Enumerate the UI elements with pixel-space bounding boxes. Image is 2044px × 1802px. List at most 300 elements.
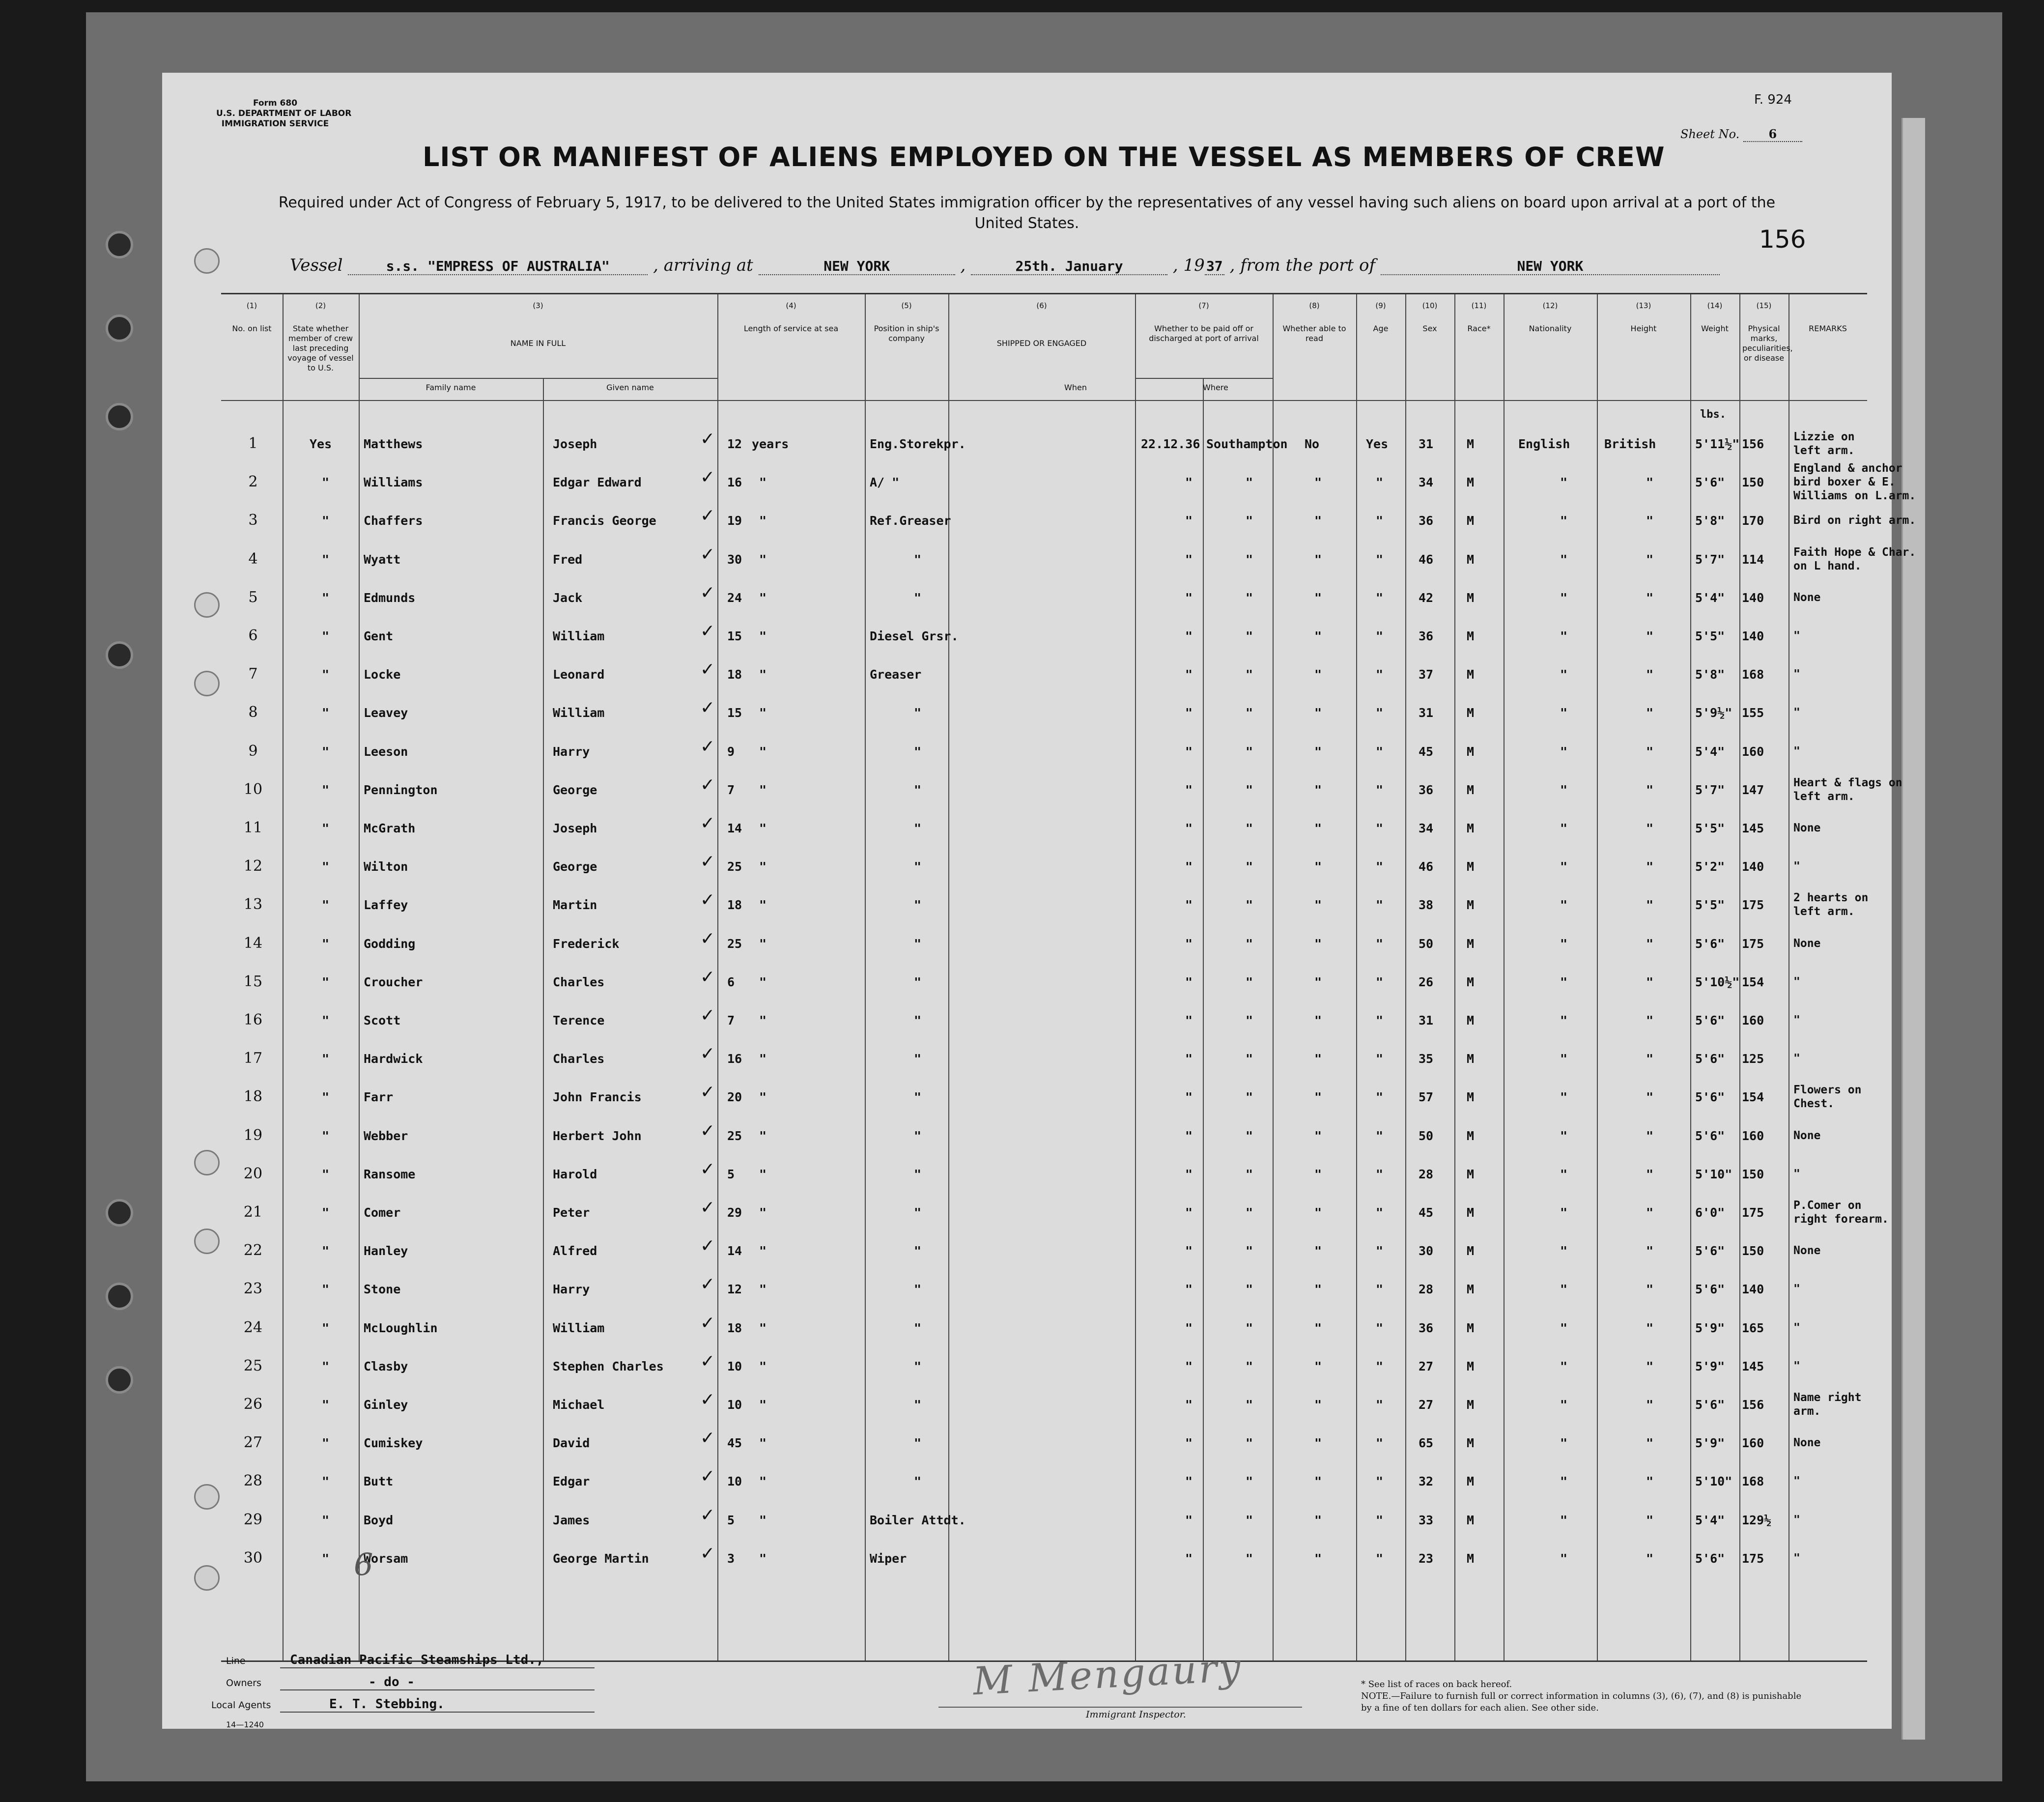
cell-prev: " bbox=[322, 706, 330, 720]
cell-nationality: " bbox=[1646, 629, 1654, 643]
cell-nationality: " bbox=[1646, 1513, 1654, 1527]
cell-service: 7 bbox=[727, 1013, 735, 1028]
cell-race: " bbox=[1560, 667, 1568, 682]
check-mark: ✓ bbox=[700, 659, 715, 680]
year-prefix: 19 bbox=[1183, 256, 1205, 275]
document-title: LIST OR MANIFEST OF ALIENS EMPLOYED ON THE VESSEL AS MEMBERS OF CREW bbox=[423, 142, 1665, 172]
column-number: (9) bbox=[1375, 301, 1386, 310]
sheet-number-value: 6 bbox=[1743, 127, 1802, 142]
cell-where: " bbox=[1246, 1359, 1253, 1373]
cell-family: Ginley bbox=[364, 1398, 408, 1412]
arriving-label: , arriving at bbox=[653, 256, 753, 275]
cell-nationality: " bbox=[1646, 782, 1654, 797]
header-subrule bbox=[359, 378, 717, 379]
check-mark: ✓ bbox=[700, 774, 715, 795]
cell-where: " bbox=[1246, 859, 1253, 874]
column-rule bbox=[283, 294, 284, 1660]
cell-paid: " bbox=[1314, 936, 1322, 951]
cell-nationality: " bbox=[1646, 744, 1654, 759]
cell-sex: M bbox=[1467, 706, 1475, 720]
cell-where: " bbox=[1246, 552, 1253, 567]
cell-weight: 175 bbox=[1742, 1205, 1764, 1220]
cell-marks bbox=[1793, 1474, 1800, 1488]
cell-weight: 125 bbox=[1742, 1052, 1764, 1066]
race-footnote: * See list of races on back hereof. bbox=[1361, 1679, 1512, 1689]
cell-service: 12 bbox=[727, 1282, 742, 1297]
column-header: Physical marks, peculiarities, or disease bbox=[1742, 324, 1793, 363]
row-number: 16 bbox=[243, 1011, 263, 1029]
cell-age: 28 bbox=[1419, 1167, 1434, 1181]
cell-paid: " bbox=[1314, 1398, 1322, 1412]
cell-given: Terence bbox=[553, 1013, 605, 1028]
binder-hole bbox=[194, 248, 220, 274]
cell-when: " bbox=[1185, 1205, 1193, 1220]
line-field bbox=[226, 1653, 595, 1668]
cell-weight: 160 bbox=[1742, 744, 1764, 759]
check-mark: ✓ bbox=[700, 967, 715, 987]
cell-family: Williams bbox=[364, 475, 423, 490]
column-number: (15) bbox=[1756, 301, 1772, 310]
cell-service: 25 bbox=[727, 936, 742, 951]
cell-paid: " bbox=[1314, 859, 1322, 874]
cell-prev: " bbox=[322, 1052, 330, 1066]
cell-years: " bbox=[759, 782, 767, 797]
cell-prev: " bbox=[322, 1359, 330, 1373]
cell-prev: " bbox=[322, 859, 330, 874]
cell-read: " bbox=[1376, 1513, 1384, 1527]
cell-service: 14 bbox=[727, 821, 742, 835]
row-number: 28 bbox=[243, 1472, 263, 1490]
cell-race: " bbox=[1560, 974, 1568, 989]
cell-position: " bbox=[914, 1398, 922, 1412]
cell-prev: " bbox=[322, 1128, 330, 1143]
vessel-name: s.s. "EMPRESS OF AUSTRALIA" bbox=[348, 258, 648, 275]
cell-height: 5'8" bbox=[1695, 514, 1725, 528]
column-rule bbox=[1273, 294, 1274, 1660]
cell-nationality: " bbox=[1646, 590, 1654, 605]
row-number: 8 bbox=[248, 704, 258, 721]
column-number: (4) bbox=[786, 301, 796, 310]
cell-height: 5'6" bbox=[1695, 1282, 1725, 1297]
mark-line: arm. bbox=[1793, 1405, 1821, 1418]
cell-years: " bbox=[759, 1513, 767, 1527]
cell-years: " bbox=[759, 1128, 767, 1143]
cell-when: " bbox=[1185, 1013, 1193, 1028]
check-mark: ✓ bbox=[700, 1274, 715, 1295]
cell-position: Wiper bbox=[870, 1551, 907, 1566]
column-number: (5) bbox=[901, 301, 912, 310]
cell-read: Yes bbox=[1366, 437, 1389, 451]
cell-position: " bbox=[914, 1359, 922, 1373]
cell-where: " bbox=[1246, 1551, 1253, 1566]
cell-nationality: " bbox=[1646, 821, 1654, 835]
cell-age: 33 bbox=[1419, 1513, 1434, 1527]
cell-race: " bbox=[1560, 514, 1568, 528]
cell-sex: M bbox=[1467, 744, 1475, 759]
crew-table bbox=[221, 293, 1916, 1662]
cell-sex: M bbox=[1467, 1513, 1475, 1527]
cell-nationality: " bbox=[1646, 898, 1654, 913]
cell-family: Cumiskey bbox=[364, 1436, 423, 1451]
cell-height: 5'5" bbox=[1695, 629, 1725, 643]
cell-marks bbox=[1793, 706, 1800, 719]
cell-prev: " bbox=[322, 1013, 330, 1028]
cell-height: 5'7" bbox=[1695, 782, 1725, 797]
cell-read: " bbox=[1376, 1436, 1384, 1451]
column-header: Length of service at sea bbox=[743, 324, 839, 333]
cell-where: " bbox=[1246, 1513, 1253, 1527]
cell-position: Diesel Grsr. bbox=[870, 629, 959, 643]
cell-height: 5'10" bbox=[1695, 1167, 1732, 1181]
check-mark: ✓ bbox=[700, 1466, 715, 1487]
column-rule bbox=[1454, 294, 1455, 1660]
row-number: 14 bbox=[243, 934, 263, 952]
cell-family: Leeson bbox=[364, 744, 408, 759]
cell-given: Edgar bbox=[553, 1474, 590, 1489]
check-mark: ✓ bbox=[700, 1120, 715, 1141]
cell-where: " bbox=[1246, 1013, 1253, 1028]
cell-sex: M bbox=[1467, 1090, 1475, 1105]
cell-prev: " bbox=[322, 1090, 330, 1105]
column-rule bbox=[359, 294, 360, 1660]
cell-prev: " bbox=[322, 1436, 330, 1451]
cell-age: 34 bbox=[1419, 821, 1434, 835]
cell-height: 5'6" bbox=[1695, 1551, 1725, 1566]
penalty-note: NOTE.—Failure to furnish full or correct information in columns (3), (6), (7), and (8) is punishable by a fine of ten dollars for each alien. See other side. bbox=[1361, 1691, 1802, 1713]
row-number: 11 bbox=[243, 819, 263, 836]
mark-line: " bbox=[1793, 1551, 1800, 1565]
sheet-number bbox=[1680, 127, 1802, 142]
mark-line: Lizzie on bbox=[1793, 430, 1855, 443]
cell-height: 5'4" bbox=[1695, 1513, 1725, 1527]
cell-when: " bbox=[1185, 898, 1193, 913]
cell-race: " bbox=[1560, 744, 1568, 759]
check-mark: ✓ bbox=[700, 1428, 715, 1449]
mark-line: " bbox=[1793, 1513, 1800, 1526]
cell-family: Hardwick bbox=[364, 1052, 423, 1066]
cell-height: 5'5" bbox=[1695, 898, 1725, 913]
service-name: IMMIGRATION SERVICE bbox=[221, 119, 329, 129]
mark-line: Chest. bbox=[1793, 1097, 1835, 1111]
cell-where: " bbox=[1246, 629, 1253, 643]
cell-race: " bbox=[1560, 1320, 1568, 1335]
column-rule bbox=[1135, 294, 1136, 1660]
cell-service: 14 bbox=[727, 1244, 742, 1259]
cell-nationality: " bbox=[1646, 1359, 1654, 1373]
mark-line: " bbox=[1793, 1167, 1800, 1180]
cell-sex: M bbox=[1467, 821, 1475, 835]
cell-marks bbox=[1793, 1551, 1800, 1565]
cell-paid: " bbox=[1314, 1052, 1322, 1066]
column-header: NAME IN FULL bbox=[510, 339, 566, 348]
cell-age: 36 bbox=[1419, 1320, 1434, 1335]
cell-where: " bbox=[1246, 974, 1253, 989]
cell-paid: " bbox=[1314, 821, 1322, 835]
mark-line: " bbox=[1793, 1052, 1800, 1065]
cell-position: " bbox=[914, 552, 922, 567]
cell-paid: " bbox=[1314, 1436, 1322, 1451]
cell-marks bbox=[1793, 430, 1855, 458]
binder-hole bbox=[106, 641, 133, 669]
cell-race: " bbox=[1560, 1052, 1568, 1066]
cell-race: " bbox=[1560, 1359, 1568, 1373]
cell-age: 45 bbox=[1419, 1205, 1434, 1220]
row-number: 13 bbox=[243, 896, 263, 914]
binder-hole bbox=[106, 315, 133, 342]
mark-line: Flowers on bbox=[1793, 1084, 1862, 1097]
cell-race: " bbox=[1560, 1513, 1568, 1527]
cell-family: Ransome bbox=[364, 1167, 416, 1181]
check-mark: ✓ bbox=[700, 1236, 715, 1257]
cell-position: " bbox=[914, 706, 922, 720]
cell-sex: M bbox=[1467, 936, 1475, 951]
cell-prev: " bbox=[322, 1398, 330, 1412]
cell-marks bbox=[1793, 937, 1820, 950]
cell-sex: M bbox=[1467, 859, 1475, 874]
cell-service: 24 bbox=[727, 590, 742, 605]
cell-when: " bbox=[1185, 514, 1193, 528]
form-code: F. 924 bbox=[1754, 92, 1792, 107]
mark-line: left arm. bbox=[1793, 905, 1855, 918]
cell-paid: " bbox=[1314, 1013, 1322, 1028]
cell-race: " bbox=[1560, 1474, 1568, 1489]
mark-line: Williams on L.arm. bbox=[1793, 489, 1916, 503]
cell-given: William bbox=[553, 629, 605, 643]
cell-position: " bbox=[914, 1320, 922, 1335]
cell-age: 46 bbox=[1419, 859, 1434, 874]
cell-sex: M bbox=[1467, 1205, 1475, 1220]
row-number: 25 bbox=[243, 1357, 263, 1374]
agents-value: E. T. Stebbing. bbox=[280, 1697, 595, 1713]
cell-age: 27 bbox=[1419, 1398, 1434, 1412]
column-number: (1) bbox=[246, 301, 257, 310]
cell-race: " bbox=[1560, 1551, 1568, 1566]
cell-nationality: " bbox=[1646, 1474, 1654, 1489]
cell-read: " bbox=[1376, 1282, 1384, 1297]
cell-paid: " bbox=[1314, 1359, 1322, 1373]
cell-weight: 154 bbox=[1742, 974, 1764, 989]
cell-race: " bbox=[1560, 898, 1568, 913]
cell-family: Clasby bbox=[364, 1359, 408, 1373]
cell-weight: 154 bbox=[1742, 1090, 1764, 1105]
cell-family: Laffey bbox=[364, 898, 408, 913]
cell-paid: " bbox=[1314, 1128, 1322, 1143]
cell-read: " bbox=[1376, 1052, 1384, 1066]
cell-nationality: " bbox=[1646, 1013, 1654, 1028]
check-mark: ✓ bbox=[700, 698, 715, 718]
check-mark: ✓ bbox=[700, 928, 715, 949]
cell-prev: " bbox=[322, 1474, 330, 1489]
column-header: Weight bbox=[1701, 324, 1729, 333]
row-number: 7 bbox=[248, 665, 258, 683]
cell-years: " bbox=[759, 1474, 767, 1489]
cell-given: Fred bbox=[553, 552, 583, 567]
cell-when: " bbox=[1185, 1167, 1193, 1181]
binder-hole bbox=[194, 1229, 220, 1254]
cell-when: " bbox=[1185, 1320, 1193, 1335]
mark-line: None bbox=[1793, 1436, 1821, 1450]
cell-read: " bbox=[1376, 782, 1384, 797]
cell-years: " bbox=[759, 1320, 767, 1335]
cell-height: 5'6" bbox=[1695, 936, 1725, 951]
row-number: 6 bbox=[248, 627, 258, 644]
cell-service: 10 bbox=[727, 1398, 742, 1412]
cell-age: 26 bbox=[1419, 974, 1434, 989]
binder-hole bbox=[106, 1283, 133, 1310]
cell-where: " bbox=[1246, 936, 1253, 951]
cell-paid: " bbox=[1314, 1205, 1322, 1220]
cell-sex: M bbox=[1467, 1398, 1475, 1412]
column-number: (10) bbox=[1422, 301, 1438, 310]
column-rule bbox=[1203, 378, 1204, 1660]
mark-line: Bird on right arm. bbox=[1793, 514, 1916, 527]
print-code: 14—1240 bbox=[226, 1720, 264, 1729]
cell-age: 31 bbox=[1419, 706, 1434, 720]
mark-line: " bbox=[1793, 975, 1800, 988]
mark-line: " bbox=[1793, 668, 1800, 681]
cell-height: 5'9" bbox=[1695, 1359, 1725, 1373]
cell-marks bbox=[1793, 1513, 1800, 1527]
cell-position: " bbox=[914, 1090, 922, 1105]
cell-nationality: " bbox=[1646, 1320, 1654, 1335]
cell-when: " bbox=[1185, 744, 1193, 759]
cell-family: Pennington bbox=[364, 782, 438, 797]
cell-service: 10 bbox=[727, 1359, 742, 1373]
cell-prev: " bbox=[322, 590, 330, 605]
cell-height: 5'6" bbox=[1695, 1013, 1725, 1028]
cell-given: Joseph bbox=[553, 437, 597, 451]
form-identification bbox=[216, 98, 352, 129]
cell-paid: " bbox=[1314, 1282, 1322, 1297]
cell-race: " bbox=[1560, 1167, 1568, 1181]
cell-position: " bbox=[914, 1052, 922, 1066]
vessel-label: Vessel bbox=[290, 256, 343, 275]
cell-family: Godding bbox=[364, 936, 416, 951]
cell-nationality: " bbox=[1646, 1128, 1654, 1143]
cell-age: 35 bbox=[1419, 1052, 1434, 1066]
cell-family: Butt bbox=[364, 1474, 394, 1489]
mark-line: left arm. bbox=[1793, 790, 1855, 803]
cell-weight: 150 bbox=[1742, 475, 1764, 490]
check-mark: ✓ bbox=[700, 852, 715, 872]
cell-where: " bbox=[1246, 1167, 1253, 1181]
row-number: 5 bbox=[248, 588, 258, 606]
row-number: 15 bbox=[243, 973, 263, 990]
cell-read: " bbox=[1376, 1167, 1384, 1181]
check-mark: ✓ bbox=[700, 1505, 715, 1525]
check-mark: ✓ bbox=[700, 506, 715, 526]
cell-read: " bbox=[1376, 1551, 1384, 1566]
cell-read: " bbox=[1376, 667, 1384, 682]
cell-service: 5 bbox=[727, 1513, 735, 1527]
row-number: 22 bbox=[243, 1242, 263, 1259]
cell-years: " bbox=[759, 590, 767, 605]
cell-nationality: " bbox=[1646, 1205, 1654, 1220]
cell-nationality: " bbox=[1646, 1398, 1654, 1412]
cell-paid: " bbox=[1314, 1244, 1322, 1259]
cell-service: 15 bbox=[727, 706, 742, 720]
cell-marks bbox=[1793, 1359, 1800, 1373]
cell-race: " bbox=[1560, 859, 1568, 874]
cell-family: Croucher bbox=[364, 974, 423, 989]
binder-hole bbox=[194, 1565, 220, 1591]
cell-years: " bbox=[759, 1436, 767, 1451]
cell-age: 36 bbox=[1419, 629, 1434, 643]
cell-position: A/ " bbox=[870, 475, 900, 490]
cell-age: 32 bbox=[1419, 1474, 1434, 1489]
cell-prev: " bbox=[322, 1244, 330, 1259]
cell-when: " bbox=[1185, 821, 1193, 835]
column-number: (6) bbox=[1036, 301, 1047, 310]
mark-line: " bbox=[1793, 1359, 1800, 1373]
cell-where: " bbox=[1246, 1090, 1253, 1105]
cell-where: " bbox=[1246, 667, 1253, 682]
column-header: Whether able to read bbox=[1282, 324, 1346, 343]
cell-marks bbox=[1793, 1083, 1861, 1111]
cell-position: " bbox=[914, 590, 922, 605]
column-rule bbox=[1597, 294, 1598, 1660]
cell-position: " bbox=[914, 744, 922, 759]
cell-age: 42 bbox=[1419, 590, 1434, 605]
cell-years: " bbox=[759, 1052, 767, 1066]
cell-paid: " bbox=[1314, 667, 1322, 682]
cell-marks bbox=[1793, 667, 1800, 681]
cell-read: " bbox=[1376, 1090, 1384, 1105]
row-number: 30 bbox=[243, 1549, 263, 1567]
cell-position: " bbox=[914, 936, 922, 951]
header-rule bbox=[221, 400, 1867, 401]
cell-age: 28 bbox=[1419, 1282, 1434, 1297]
row-number: 2 bbox=[248, 473, 258, 491]
cell-marks bbox=[1793, 859, 1800, 873]
binder-hole bbox=[106, 1366, 133, 1394]
column-number: (7) bbox=[1198, 301, 1209, 310]
check-mark: ✓ bbox=[700, 467, 715, 488]
column-header: Sex bbox=[1422, 324, 1437, 333]
cell-sex: M bbox=[1467, 1128, 1475, 1143]
cell-given: Charles bbox=[553, 974, 605, 989]
cell-nationality: " bbox=[1646, 475, 1654, 490]
cell-marks bbox=[1793, 1013, 1800, 1027]
column-number: (13) bbox=[1636, 301, 1651, 310]
row-number: 4 bbox=[248, 550, 258, 568]
column-rule bbox=[543, 378, 544, 1660]
cell-paid: " bbox=[1314, 744, 1322, 759]
cell-given: Francis George bbox=[553, 514, 656, 528]
check-mark: ✓ bbox=[700, 1198, 715, 1218]
cell-where: " bbox=[1246, 1436, 1253, 1451]
cell-service: 30 bbox=[727, 552, 742, 567]
cell-family: Leavey bbox=[364, 706, 408, 720]
column-subheader: Where bbox=[1203, 383, 1228, 392]
cell-family: Worsam bbox=[364, 1551, 408, 1566]
cell-service: 45 bbox=[727, 1436, 742, 1451]
cell-position: " bbox=[914, 974, 922, 989]
cell-position: " bbox=[914, 1474, 922, 1489]
weight-unit: lbs. bbox=[1700, 408, 1726, 421]
mark-line: Name right bbox=[1793, 1391, 1862, 1404]
cell-given: George bbox=[553, 859, 597, 874]
cell-years: " bbox=[759, 1205, 767, 1220]
cell-race: " bbox=[1560, 1013, 1568, 1028]
cell-years: " bbox=[759, 629, 767, 643]
cell-where: " bbox=[1246, 514, 1253, 528]
cell-family: Webber bbox=[364, 1128, 408, 1143]
cell-prev: " bbox=[322, 1205, 330, 1220]
cell-when: " bbox=[1185, 1551, 1193, 1566]
check-mark: ✓ bbox=[700, 1390, 715, 1410]
cell-nationality: " bbox=[1646, 936, 1654, 951]
